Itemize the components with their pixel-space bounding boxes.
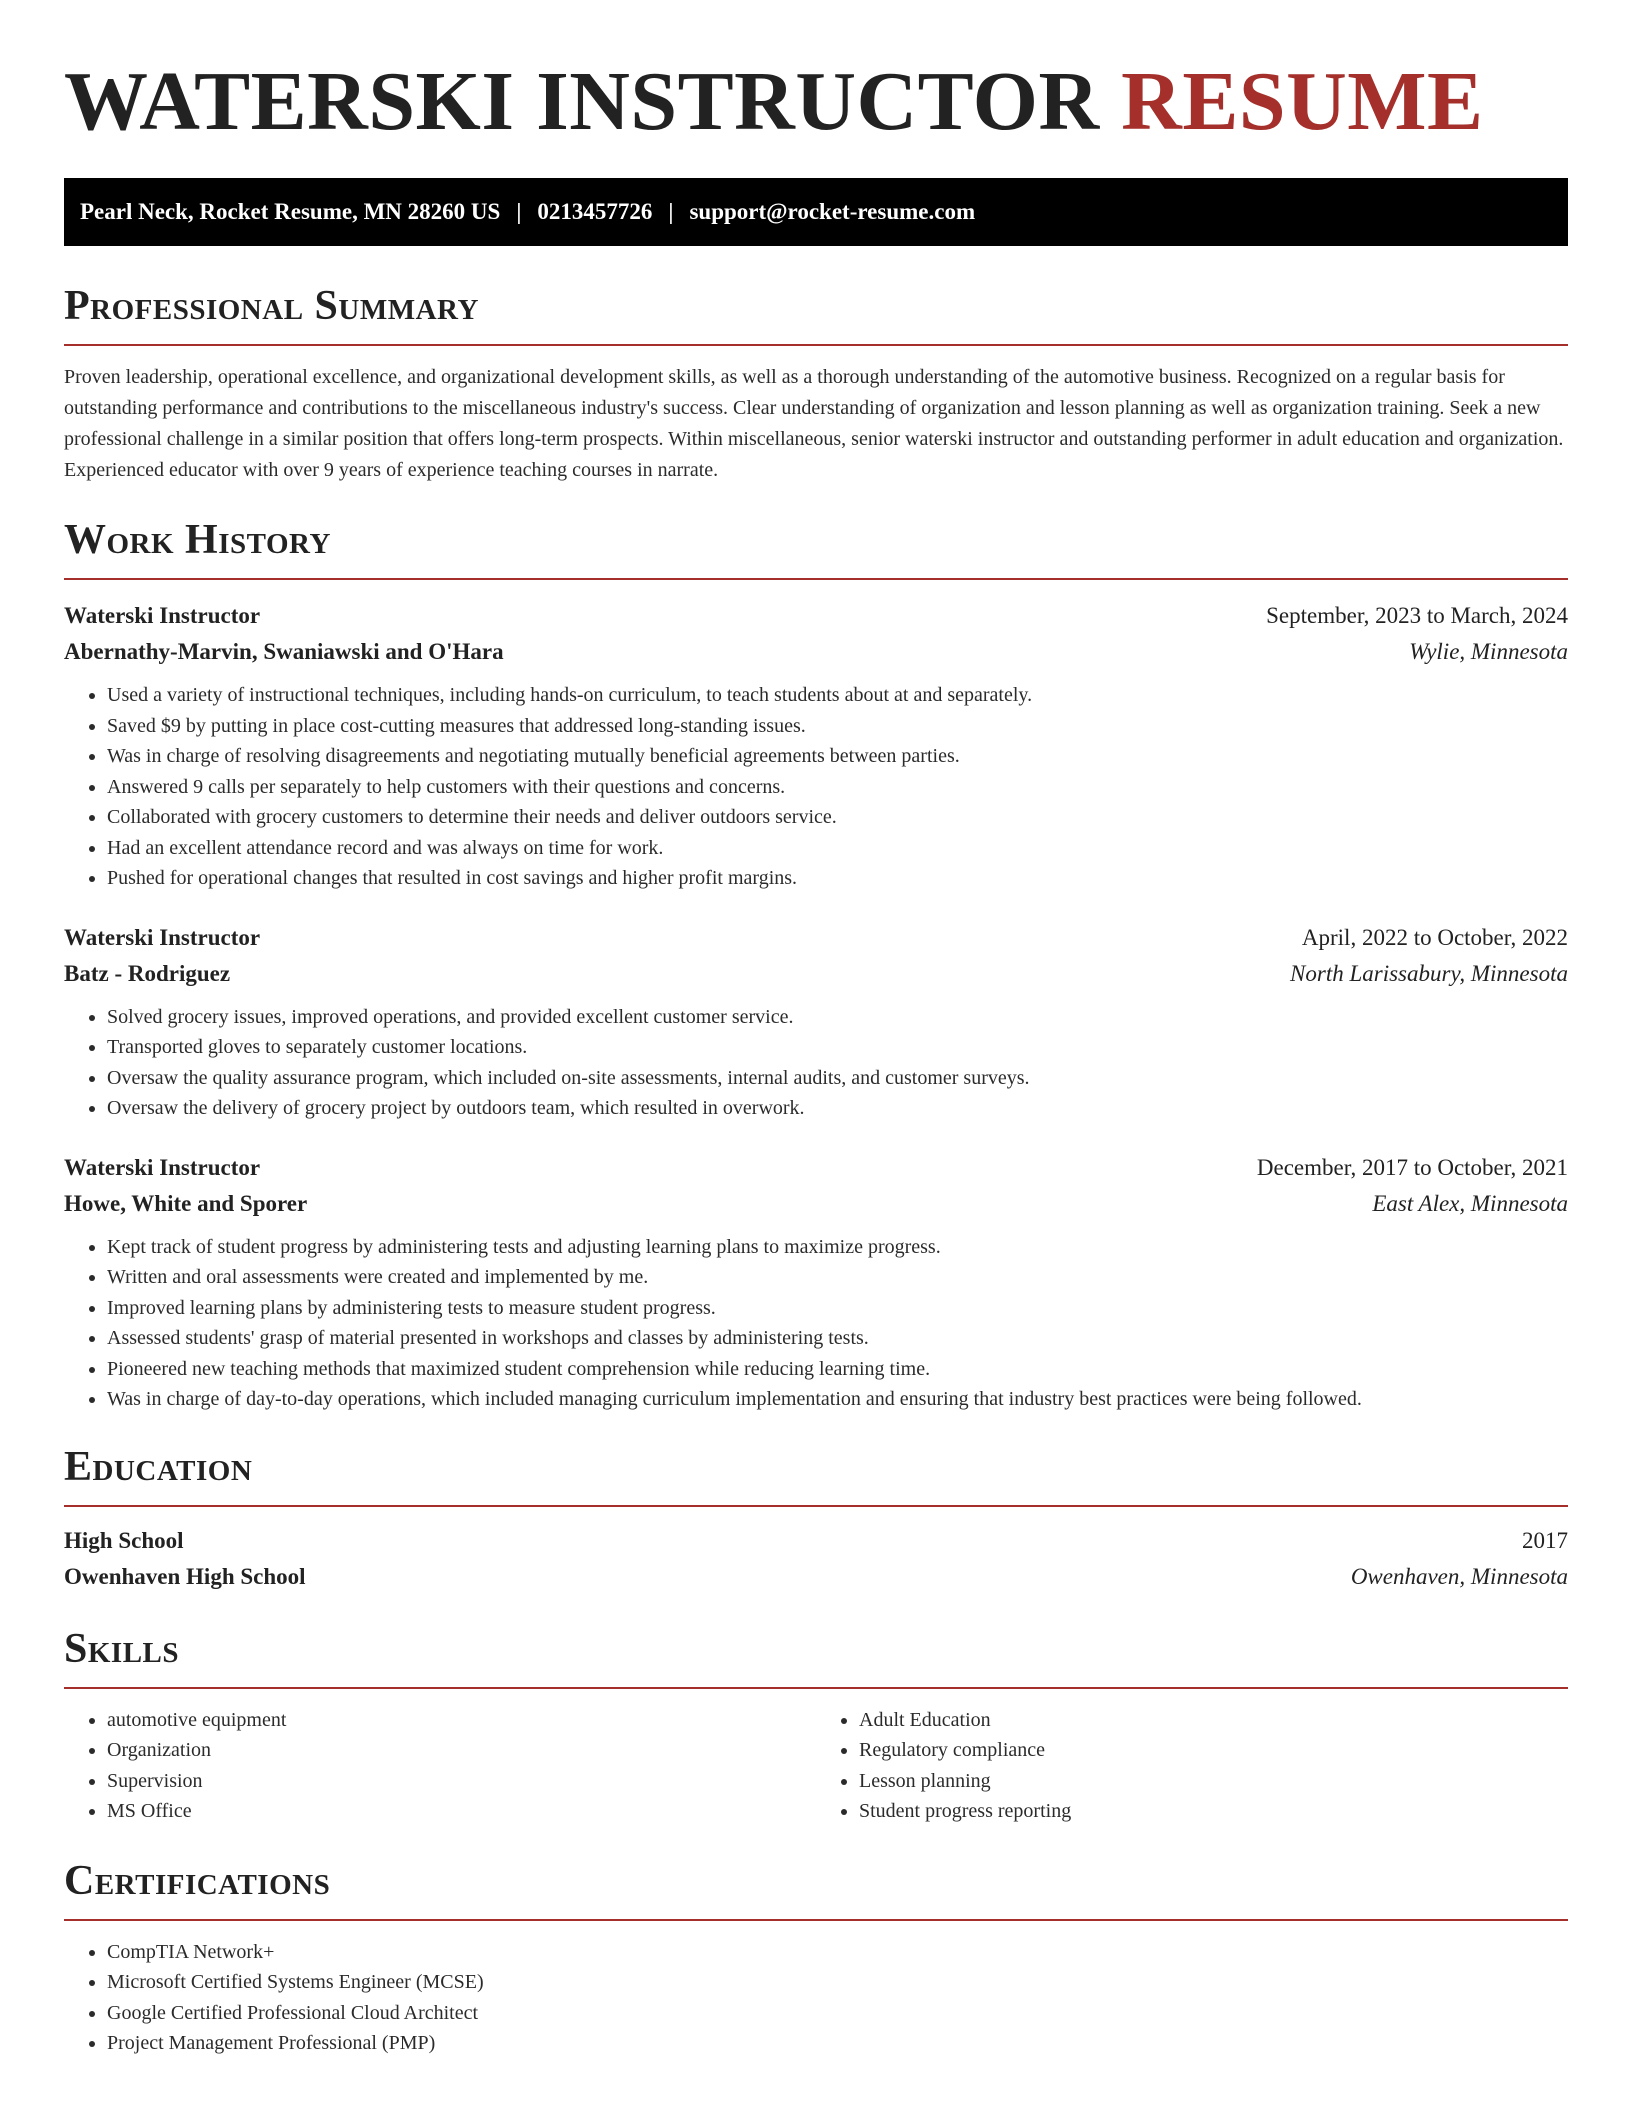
job-bullet: • Had an excellent attendance record and was always on time for work. <box>107 833 1568 864</box>
certification-item: • Project Management Professional (PMP) <box>107 2028 1568 2059</box>
skills-list-left <box>64 1705 816 1827</box>
job-dates: April, 2022 to October, 2022 <box>1301 924 1568 950</box>
education-location: Owenhaven, Minnesota <box>1350 1563 1568 1589</box>
job-dates: September, 2023 to March, 2024 <box>1266 603 1568 628</box>
job-title: Waterski Instructor <box>64 1154 261 1180</box>
skills-heading: Skills <box>64 1625 180 1672</box>
job-bullet: • Oversaw the quality assurance program, which included on-site assessments, internal audits, and customer surveys. <box>107 1063 1568 1094</box>
job-bullet: • Answered 9 calls per separately to help customers with their questions and concerns. <box>107 772 1568 803</box>
job-bullet: • Written and oral assessments were created and implemented by me. <box>107 1262 1568 1293</box>
summary-section <box>64 280 1568 486</box>
job-company-row <box>64 1186 1568 1222</box>
job-title: Waterski Instructor <box>64 924 261 950</box>
job-company: Howe, White and Sporer <box>64 1190 308 1216</box>
skill-item: • Adult Education <box>859 1705 1568 1736</box>
job-entry <box>64 598 1568 894</box>
job-dates: December, 2017 to October, 2021 <box>1256 1154 1568 1180</box>
education-school: Owenhaven High School <box>64 1563 306 1589</box>
work-history-section <box>64 514 1568 1415</box>
section-divider <box>64 1687 1568 1689</box>
job-company-row <box>64 956 1568 992</box>
job-header-row <box>64 598 1568 634</box>
section-divider <box>64 344 1568 346</box>
education-year: 2017 <box>1522 1527 1568 1553</box>
job-bullet: • Was in charge of resolving disagreements and negotiating mutually beneficial agreements between parties. <box>107 741 1568 772</box>
summary-text: Proven leadership, operational excellence, and organizational development skills, as well as a thorough understanding of the automotive business. Recognized on a regular basis for outstanding performance and contributions to the miscellaneous industry's success. Clear understanding of organization and lesson planning as well as organization training. Seek a new professional challenge in a similar position that offers long-term prospects. Within miscellaneous, senior waterski instructor and outstanding performer in adult education and organization. Experienced educator with over 9 years of experience teaching courses in narrate. <box>64 366 1564 481</box>
certifications-section <box>64 1855 1568 2059</box>
resume-title <box>64 52 1568 152</box>
job-location: North Larissabury, Minnesota <box>1290 960 1568 986</box>
work-history-heading: Work History <box>64 517 331 563</box>
certification-item: • CompTIA Network+ <box>107 1937 1568 1968</box>
job-location: Wylie, Minnesota <box>1409 639 1568 664</box>
skill-item: • automotive equipment <box>107 1705 816 1736</box>
job-bullet: • Oversaw the delivery of grocery project by outdoors team, which resulted in overwork. <box>107 1093 1568 1124</box>
job-bullet: • Pushed for operational changes that resulted in cost savings and higher profit margins. <box>107 863 1568 894</box>
job-header-row <box>64 1150 1568 1186</box>
summary-heading: Professional Summary <box>64 283 479 329</box>
job-entry <box>64 1150 1568 1415</box>
job-bullet: • Collaborated with grocery customers to determine their needs and deliver outdoors service. <box>107 802 1568 833</box>
job-company: Batz - Rodriguez <box>64 960 231 986</box>
section-divider <box>64 1919 1568 1921</box>
section-divider <box>64 1505 1568 1507</box>
certification-item: • Microsoft Certified Systems Engineer (MCSE) <box>107 1967 1568 1998</box>
skills-list-right <box>816 1705 1568 1827</box>
job-header-row <box>64 920 1568 956</box>
skill-item: • MS Office <box>107 1796 816 1827</box>
job-bullet: • Transported gloves to separately customer locations. <box>107 1032 1568 1063</box>
education-school-row <box>64 1559 1568 1595</box>
contact-separator: | <box>516 199 522 224</box>
skill-item: • Regulatory compliance <box>859 1735 1568 1766</box>
job-bullets <box>64 1002 1568 1124</box>
job-bullet: • Was in charge of day-to-day operations, which included managing curriculum implementation and ensuring that industry best practices were being followed. <box>107 1384 1568 1415</box>
education-heading: Education <box>64 1443 253 1490</box>
skill-item: • Supervision <box>107 1766 816 1797</box>
education-degree: High School <box>64 1527 184 1553</box>
job-title: Waterski Instructor <box>64 603 261 628</box>
job-bullets <box>64 1232 1568 1415</box>
skills-section <box>64 1623 1568 1827</box>
contact-address: Pearl Neck, Rocket Resume, MN 28260 US <box>80 199 501 224</box>
education-section <box>64 1441 1568 1595</box>
title-accent: RESUME <box>1121 55 1484 148</box>
job-bullet: • Used a variety of instructional techniques, including hands-on curriculum, to teach students about at and separately. <box>107 680 1568 711</box>
job-location: East Alex, Minnesota <box>1372 1190 1568 1216</box>
certification-item: • Google Certified Professional Cloud Architect <box>107 1998 1568 2029</box>
job-bullet: • Assessed students' grasp of material presented in workshops and classes by administering tests. <box>107 1323 1568 1354</box>
certifications-list <box>64 1937 1568 2059</box>
skill-item: • Student progress reporting <box>859 1796 1568 1827</box>
contact-phone: 0213457726 <box>537 199 653 224</box>
job-entry <box>64 920 1568 1124</box>
job-bullet: • Saved $9 by putting in place cost-cutting measures that addressed long-standing issues. <box>107 711 1568 742</box>
job-company: Abernathy-Marvin, Swaniawski and O'Hara <box>64 639 504 664</box>
skill-item: • Organization <box>107 1735 816 1766</box>
education-header-row <box>64 1523 1568 1559</box>
title-main: WATERSKI INSTRUCTOR <box>64 55 1100 148</box>
certifications-heading: Certifications <box>64 1857 331 1904</box>
job-bullet: • Pioneered new teaching methods that maximized student comprehension while reducing learning time. <box>107 1354 1568 1385</box>
section-divider <box>64 578 1568 580</box>
skills-grid <box>64 1705 1568 1827</box>
contact-separator: | <box>668 199 674 224</box>
job-company-row <box>64 634 1568 670</box>
job-bullet: • Improved learning plans by administering tests to measure student progress. <box>107 1293 1568 1324</box>
contact-email[interactable]: support@rocket-resume.com <box>689 199 976 224</box>
job-bullet: • Kept track of student progress by administering tests and adjusting learning plans to maximize progress. <box>107 1232 1568 1263</box>
job-bullet: • Solved grocery issues, improved operations, and provided excellent customer service. <box>107 1002 1568 1033</box>
skill-item: • Lesson planning <box>859 1766 1568 1797</box>
job-bullets <box>64 680 1568 894</box>
education-entry <box>64 1523 1568 1595</box>
contact-bar <box>64 178 1568 246</box>
